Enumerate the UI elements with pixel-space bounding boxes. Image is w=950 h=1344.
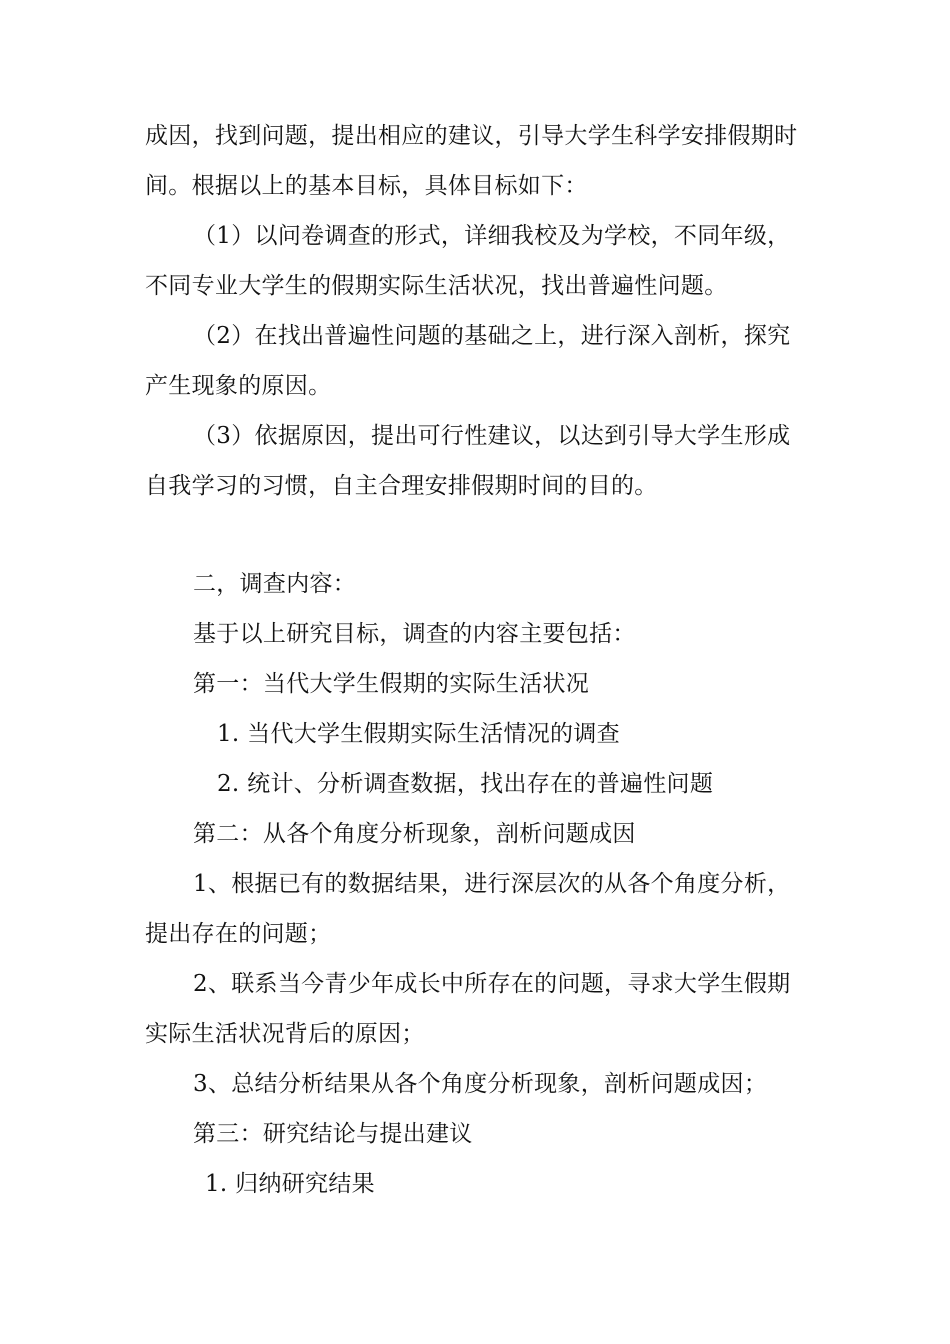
text-line: 自我学习的习惯，自主合理安排假期时间的目的。 — [145, 473, 658, 499]
text-line: （2）在找出普遍性问题的基础之上，进行深入剖析，探究 — [193, 323, 791, 349]
text-line: 第二：从各个角度分析现象，剖析问题成因 — [193, 821, 636, 847]
text-line: 产生现象的原因。 — [145, 373, 332, 399]
text-line: 2、联系当今青少年成长中所存在的问题，寻求大学生假期 — [193, 971, 791, 997]
text-line: 第一：当代大学生假期的实际生活状况 — [193, 671, 590, 697]
text-line: 成因，找到问题，提出相应的建议，引导大学生科学安排假期时 — [145, 123, 798, 149]
text-line: 第三：研究结论与提出建议 — [193, 1121, 473, 1147]
section-heading: 二，调查内容： — [193, 571, 357, 597]
text-line: 3、总结分析结果从各个角度分析现象，剖析问题成因； — [193, 1071, 768, 1097]
text-line: 提出存在的问题； — [145, 921, 332, 947]
text-line: 1、根据已有的数据结果，进行深层次的从各个角度分析， — [193, 871, 791, 897]
list-item: 1. 当代大学生假期实际生活情况的调查 — [217, 721, 620, 747]
text-line: 间。根据以上的基本目标，具体目标如下： — [145, 173, 588, 199]
text-line: 不同专业大学生的假期实际生活状况，找出普遍性问题。 — [145, 273, 728, 299]
list-item: 2. 统计、分析调查数据，找出存在的普遍性问题 — [217, 771, 714, 797]
list-item: 1. 归纳研究结果 — [205, 1171, 375, 1197]
text-line: （1）以问卷调查的形式，详细我校及为学校，不同年级， — [193, 223, 791, 249]
text-line: 实际生活状况背后的原因； — [145, 1021, 425, 1047]
text-line: 基于以上研究目标，调查的内容主要包括： — [193, 621, 636, 647]
text-line: （3）依据原因，提出可行性建议，以达到引导大学生形成 — [193, 423, 791, 449]
